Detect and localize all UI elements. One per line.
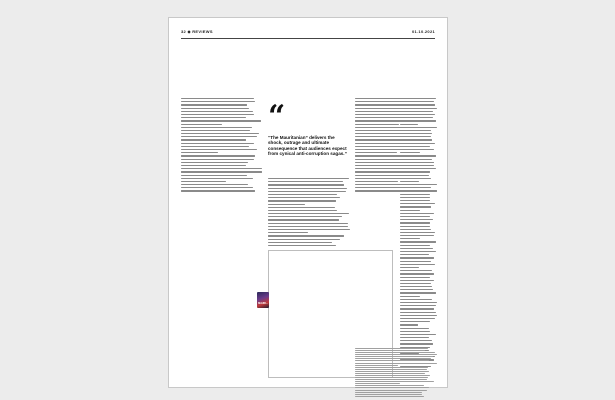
text-line — [400, 299, 432, 300]
text-line — [400, 261, 431, 262]
text-line — [400, 146, 430, 147]
text-line — [400, 267, 419, 268]
text-line — [355, 390, 427, 391]
text-line — [400, 235, 434, 236]
text-line — [268, 197, 340, 198]
text-line — [268, 194, 337, 195]
text-line — [400, 216, 430, 217]
text-line — [355, 356, 433, 357]
text-line — [355, 373, 425, 374]
text-line — [355, 350, 425, 351]
text-line — [181, 168, 262, 169]
text-line — [400, 143, 435, 144]
text-line — [181, 98, 254, 99]
text-line — [400, 312, 436, 313]
text-line — [268, 216, 342, 217]
text-line — [268, 178, 349, 179]
text-line — [181, 146, 249, 147]
text-line — [400, 324, 418, 325]
text-line — [400, 318, 435, 319]
body-column-right-continued — [400, 98, 437, 378]
text-line — [400, 245, 430, 246]
pull-quote: “The Mauritanian” delivers the shock, outrage and ultimate consequence that audiences expect from cynical anti-corruption sagas.” — [268, 135, 347, 157]
text-line — [400, 238, 420, 239]
text-line — [400, 187, 431, 188]
text-line — [181, 124, 222, 125]
text-line — [268, 239, 340, 240]
text-line — [355, 377, 428, 378]
text-line — [400, 232, 435, 233]
text-line — [181, 101, 255, 102]
text-line — [355, 124, 399, 125]
text-line — [355, 375, 430, 376]
text-line — [400, 286, 432, 287]
text-line — [400, 254, 429, 255]
text-line — [400, 136, 431, 137]
text-line — [400, 277, 430, 278]
text-line — [400, 343, 433, 344]
poster-title: MAURI... — [258, 302, 268, 305]
text-line — [268, 242, 332, 243]
text-line — [355, 392, 422, 393]
text-line — [181, 184, 248, 185]
text-line — [400, 334, 436, 335]
text-line — [400, 117, 430, 118]
body-column-middle — [268, 178, 350, 248]
text-line — [400, 168, 436, 169]
text-line — [181, 171, 262, 172]
text-line — [355, 358, 431, 359]
text-line — [400, 178, 431, 179]
text-line — [400, 321, 430, 322]
text-line — [400, 331, 430, 332]
text-line — [355, 354, 437, 355]
text-line — [400, 315, 437, 316]
section-label: 32 ◆ REVIEWS — [181, 29, 213, 34]
text-line — [355, 363, 437, 364]
text-line — [181, 104, 247, 105]
text-line — [181, 190, 255, 191]
text-line — [400, 108, 437, 109]
text-line — [400, 203, 435, 204]
text-line — [181, 149, 257, 150]
footnote-block — [355, 348, 437, 378]
text-line — [400, 130, 431, 131]
text-line — [400, 257, 434, 258]
text-line — [268, 181, 343, 182]
text-line — [400, 264, 435, 265]
text-line — [400, 120, 436, 121]
text-line — [181, 187, 253, 188]
text-line — [268, 188, 347, 189]
text-line — [268, 223, 348, 224]
text-line — [400, 139, 429, 140]
text-line — [268, 213, 349, 214]
text-line — [355, 352, 435, 353]
text-line — [400, 280, 434, 281]
page-header — [181, 29, 435, 37]
text-line — [181, 178, 253, 179]
text-line — [400, 273, 434, 274]
text-line — [268, 184, 344, 185]
text-line — [400, 296, 420, 297]
text-line — [400, 152, 420, 153]
text-line — [268, 229, 350, 230]
text-line — [181, 133, 259, 134]
text-line — [400, 289, 433, 290]
text-line — [400, 226, 430, 227]
text-line — [355, 365, 398, 366]
text-line — [268, 245, 336, 246]
text-line — [400, 171, 430, 172]
text-line — [181, 127, 252, 128]
text-line — [400, 283, 431, 284]
text-line — [400, 270, 432, 271]
text-line — [400, 197, 430, 198]
text-line — [400, 302, 437, 303]
text-line — [181, 130, 250, 131]
text-line — [355, 385, 424, 386]
text-line — [355, 181, 398, 182]
text-line — [400, 184, 432, 185]
text-line — [400, 241, 436, 242]
text-line — [400, 213, 434, 214]
text-line — [400, 127, 435, 128]
text-line — [355, 371, 429, 372]
document-page — [168, 17, 448, 388]
text-line — [400, 210, 420, 211]
header-rule — [181, 38, 435, 39]
text-line — [400, 98, 436, 99]
text-line — [400, 305, 436, 306]
text-line — [181, 165, 246, 166]
text-line — [400, 181, 419, 182]
text-line — [400, 175, 429, 176]
text-line — [268, 226, 348, 227]
text-line — [400, 219, 433, 220]
text-line — [268, 219, 339, 220]
text-line — [181, 136, 257, 137]
text-line — [268, 204, 305, 205]
text-line — [400, 340, 432, 341]
text-line — [268, 235, 344, 236]
text-line — [268, 207, 335, 208]
text-line — [400, 101, 434, 102]
text-line — [355, 348, 428, 349]
text-line — [268, 232, 308, 233]
text-line — [400, 162, 434, 163]
text-line — [400, 206, 431, 207]
text-line — [355, 381, 434, 382]
text-line — [355, 383, 400, 384]
text-line — [181, 162, 248, 163]
text-line — [181, 181, 226, 182]
text-line — [400, 133, 432, 134]
text-line — [400, 149, 434, 150]
text-line — [181, 108, 249, 109]
text-line — [400, 155, 436, 156]
text-line — [400, 190, 437, 191]
text-line — [400, 308, 434, 309]
text-line — [400, 248, 433, 249]
text-line — [400, 251, 436, 252]
text-line — [400, 165, 434, 166]
text-line — [400, 328, 429, 329]
text-line — [355, 387, 429, 388]
text-line — [181, 175, 247, 176]
text-line — [400, 222, 430, 223]
text-line — [355, 152, 397, 153]
text-line — [400, 159, 432, 160]
body-column-left — [181, 98, 263, 196]
text-line — [400, 337, 429, 338]
text-line — [355, 379, 427, 380]
text-line — [400, 124, 418, 125]
text-line — [181, 114, 254, 115]
text-line — [181, 155, 255, 156]
text-line — [181, 117, 246, 118]
text-line — [400, 104, 435, 105]
film-poster-thumbnail[interactable] — [257, 292, 269, 308]
text-line — [355, 369, 427, 370]
text-line — [268, 210, 337, 211]
text-line — [355, 394, 422, 395]
text-line — [400, 200, 430, 201]
text-line — [181, 152, 218, 153]
text-line — [400, 229, 431, 230]
issue-date: 01.10.2021 — [411, 29, 435, 34]
text-line — [355, 367, 428, 368]
text-line — [400, 114, 435, 115]
text-line — [181, 111, 253, 112]
text-line — [181, 139, 246, 140]
text-line — [181, 159, 254, 160]
text-line — [355, 360, 429, 361]
text-line — [355, 396, 424, 397]
quote-mark-icon: “ — [268, 99, 286, 134]
text-line — [400, 292, 436, 293]
text-line — [181, 120, 261, 121]
text-line — [268, 191, 346, 192]
text-line — [181, 143, 254, 144]
text-line — [400, 111, 433, 112]
text-line — [268, 200, 336, 201]
text-line — [400, 194, 430, 195]
